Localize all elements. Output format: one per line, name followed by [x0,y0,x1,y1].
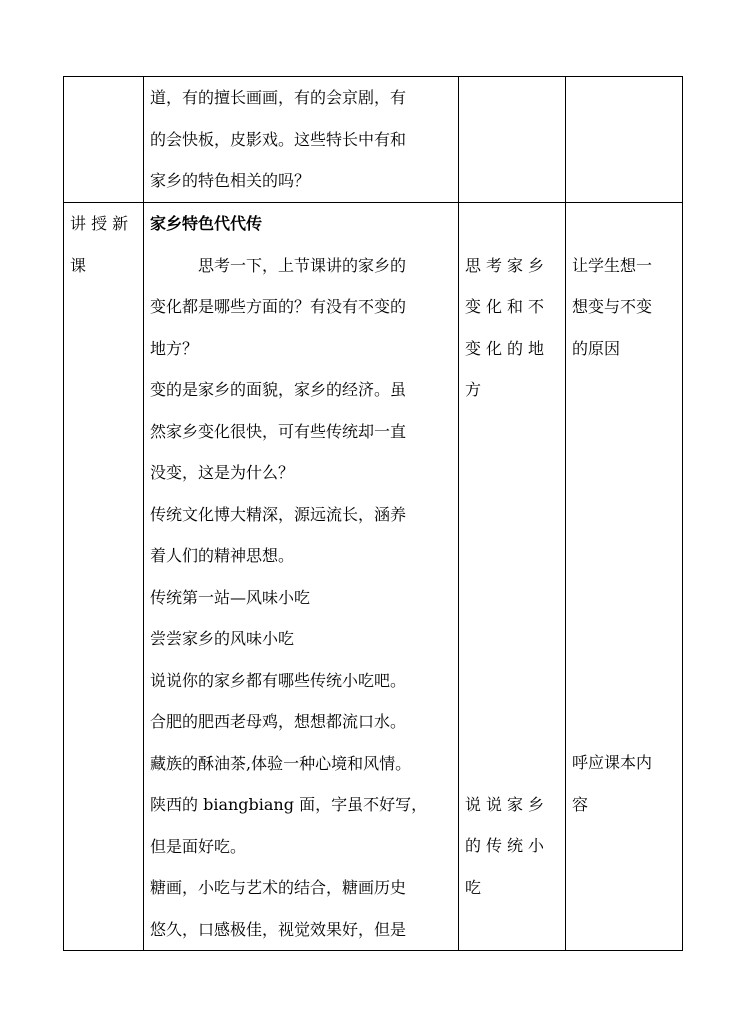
design-intent-line: 呼应课本内 [572,753,653,772]
design-intent-line: 的原因 [572,338,621,358]
content-line: 传统第一站—风味小吃 [150,587,311,607]
student-activity-line: 说说家乡 [465,794,550,814]
content-line: 悠久，口感极佳，视觉效果好，但是 [150,919,407,939]
content-line: 没变，这是为什么？ [150,463,295,482]
student-activity-line: 吃 [465,877,482,897]
student-activity-line: 变化和不 [465,297,550,316]
content-line: 的会快板，皮影戏。这些特长中有和 [150,129,407,149]
content-line: 尝尝家乡的风味小吃 [150,629,295,648]
content-line: 糖画，小吃与艺术的结合，糖画历史 [150,878,407,897]
content-line: 但是面好吃。 [150,836,247,856]
content-line: 传统文化博大精深，源远流长，涵养 [150,504,407,524]
content-line: 家乡的特色相关的吗？ [150,171,311,190]
content-line: 陕西的 biangbiang 面，字虽不好写， [150,795,428,814]
design-intent-line: 容 [572,794,589,814]
content-line: 变的是家乡的面貌，家乡的经济。虽 [150,380,407,399]
student-activity-line: 思考家乡 [465,255,550,275]
content-line: 着人们的精神思想。 [150,546,295,565]
table-row [64,203,683,951]
table-row [64,77,683,203]
student-activity-line: 的传统小 [465,836,550,855]
stage-label: 讲 授 新 [70,214,129,233]
design-intent-cell [566,77,683,203]
content-cell [144,77,459,203]
lesson-plan-table [63,76,683,951]
content-line: 变化都是哪些方面的？有没有不变的 [150,297,407,316]
design-intent-cell [566,203,683,951]
content-line: 思考一下，上节课讲的家乡的 [198,255,407,275]
stage-cell [64,77,144,203]
content-line: 道，有的擅长画画，有的会京剧，有 [150,88,407,107]
student-activity-cell [459,77,566,203]
section-heading: 家乡特色代代传 [150,214,263,233]
student-activity-cell [459,203,566,951]
student-activity-line: 变化的地 [465,338,550,358]
content-cell [144,203,459,951]
content-line: 藏族的酥油茶,体验一种心境和风情。 [150,753,412,773]
content-line: 说说你的家乡都有哪些传统小吃吧。 [150,670,407,690]
stage-label: 课 [70,255,87,275]
stage-cell [64,203,144,951]
student-activity-line: 方 [465,380,482,399]
design-intent-line: 让学生想一 [572,255,653,275]
content-line: 然家乡变化很快，可有些传统却一直 [150,421,407,441]
content-line: 地方？ [150,338,199,358]
design-intent-line: 想变与不变 [572,297,653,316]
content-line: 合肥的肥西老母鸡，想想都流口水。 [150,712,407,731]
